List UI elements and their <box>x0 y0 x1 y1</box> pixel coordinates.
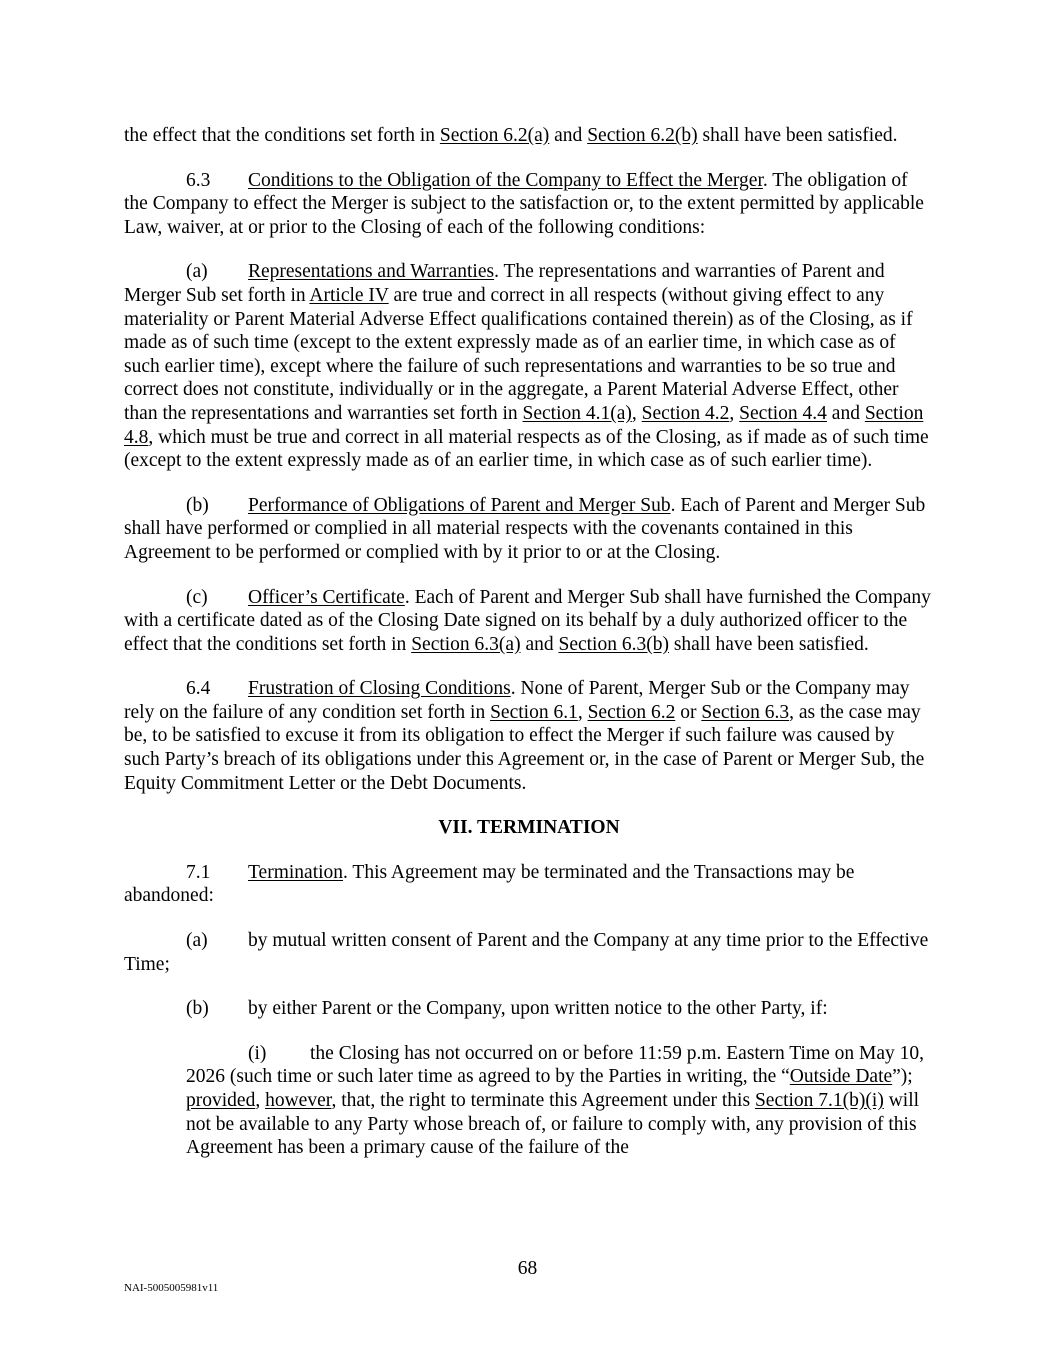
cross-reference: Section 4.8 <box>124 402 924 448</box>
text: and <box>826 402 865 424</box>
cross-reference: Section 6.1 <box>490 701 578 723</box>
cross-reference: Section 4.2 <box>641 402 730 424</box>
clause-title: Representations and Warranties <box>248 261 495 283</box>
clause-number: (b) <box>186 494 209 516</box>
cross-reference: Section 6.2 <box>587 701 676 723</box>
text: , that, the right to terminate this Agreement under this <box>331 1090 755 1111</box>
text: , <box>577 701 588 723</box>
cross-reference: Section 6.3 <box>701 701 790 723</box>
text: , <box>631 402 642 424</box>
section-6-3-a <box>124 260 934 472</box>
clause-title: Performance of Obligations of Parent and Merger Sub <box>248 494 671 516</box>
section-7-1 <box>124 861 934 908</box>
section-7-1-a <box>124 929 934 976</box>
emphasis-term: however <box>265 1090 332 1111</box>
cross-reference: Article IV <box>309 284 389 306</box>
text: , which must be true and correct in all material respects as of the Closing, as if made as of such time (except to the extent expressly made as of an earlier time, in which case as of such earlier time). <box>124 426 929 472</box>
text: shall have been satisfied. <box>697 125 898 146</box>
text: . The representations and warranties of Parent and Merger Sub set forth in <box>124 261 885 306</box>
cross-reference: Section 6.2(a) <box>439 125 550 146</box>
page-number: 68 <box>517 1258 538 1279</box>
text: will not be available to any Party whose breach of, or failure to comply with, any provision of this Agreement has been a primary cause of the failure of the <box>186 1090 920 1159</box>
section-number: 6.4 <box>186 678 211 700</box>
section-title: Termination <box>248 861 344 883</box>
text: , <box>729 402 740 424</box>
cross-reference: Section 6.3(a) <box>411 633 521 655</box>
document-page <box>124 124 934 1160</box>
text: . Each of Parent and Merger Sub shall have furnished the Company with a certificate dated as of the Closing Date signed on its behalf by a duly authorized officer to the effect that the conditions set forth in <box>124 586 931 655</box>
clause-number: (c) <box>186 586 208 608</box>
section-6-4 <box>124 677 934 795</box>
clause-number: (i) <box>248 1042 267 1064</box>
document-footer-id: NAI-5005005981v11 <box>124 1282 219 1294</box>
text: . Each of Parent and Merger Sub shall have performed or complied in all material respects with the covenants contained in this Agreement to be performed or complied with by it prior to or at the Closing. <box>124 494 926 563</box>
section-7-1-b-i <box>124 1042 934 1160</box>
cross-reference: Section 7.1(b)(i) <box>754 1090 884 1111</box>
section-number: 7.1 <box>186 861 211 883</box>
cross-reference: Section 4.1(a) <box>522 402 632 424</box>
text: by mutual written consent of Parent and the Company at any time prior to the Effective Time; <box>124 930 929 975</box>
text: . None of Parent, Merger Sub or the Company may rely on the failure of any condition set forth in <box>124 678 910 723</box>
text: the effect that the conditions set forth in <box>124 125 440 146</box>
text: . This Agreement may be terminated and the Transactions may be abandoned: <box>124 861 855 907</box>
clause-title: Officer’s Certificate <box>248 586 405 608</box>
clause-number: (b) <box>186 998 209 1020</box>
text: shall have been satisfied. <box>668 633 869 655</box>
text: ”); <box>892 1066 913 1088</box>
text: and <box>520 633 559 655</box>
cross-reference: Section 4.4 <box>739 402 827 424</box>
section-6-3-c <box>124 586 934 657</box>
text: are true and correct in all respects (without giving effect to any materiality or Parent Material Adverse Effect qualifications contained therein) as of the Closing, as if made as of such time (except to the extent expressly made as of an earlier time, in which case as of such earlier time), except where the failure of such representations and warranties to be so true and correct does not constitute, individually or in the aggregate, a Parent Material Adverse Effect, other than the representations and warranties set forth in <box>124 284 913 424</box>
defined-term: Outside Date <box>789 1066 893 1088</box>
clause-number: (a) <box>186 261 208 283</box>
text: and <box>549 125 588 146</box>
text: , as the case may be, to be satisfied to excuse it from its obligation to effect the Merger if such failure was caused by such Party’s breach of its obligations under this Agreement or, in the case of Parent or Merger Sub, the Equity Commitment Letter or the Debt Documents. <box>124 701 925 794</box>
section-title: Conditions to the Obligation of the Company to Effect the Merger <box>248 169 763 191</box>
section-6-3-b <box>124 494 934 565</box>
text: or <box>675 701 702 723</box>
cross-reference: Section 6.2(b) <box>587 125 698 146</box>
section-7-1-b <box>124 997 934 1021</box>
text: . The obligation of the Company to effect the Merger is subject to the satisfaction or, to the extent permitted by applicable Law, waiver, at or prior to the Closing of each of the following conditions: <box>124 169 924 238</box>
text: , <box>255 1090 266 1111</box>
intro-paragraph <box>124 124 934 148</box>
text: the Closing has not occurred on or before 11:59 p.m. Eastern Time on May 10, 2026 (such time or such later time as agreed to by the Parties in writing, the “ <box>186 1042 924 1088</box>
clause-number: (a) <box>186 930 208 952</box>
section-title: Frustration of Closing Conditions <box>248 678 511 700</box>
article-heading: VII. TERMINATION <box>438 817 620 839</box>
section-number: 6.3 <box>186 169 211 191</box>
emphasis-term: provided <box>186 1090 256 1111</box>
section-6-3 <box>124 169 934 240</box>
text: by either Parent or the Company, upon written notice to the other Party, if: <box>248 998 828 1020</box>
cross-reference: Section 6.3(b) <box>558 633 669 655</box>
